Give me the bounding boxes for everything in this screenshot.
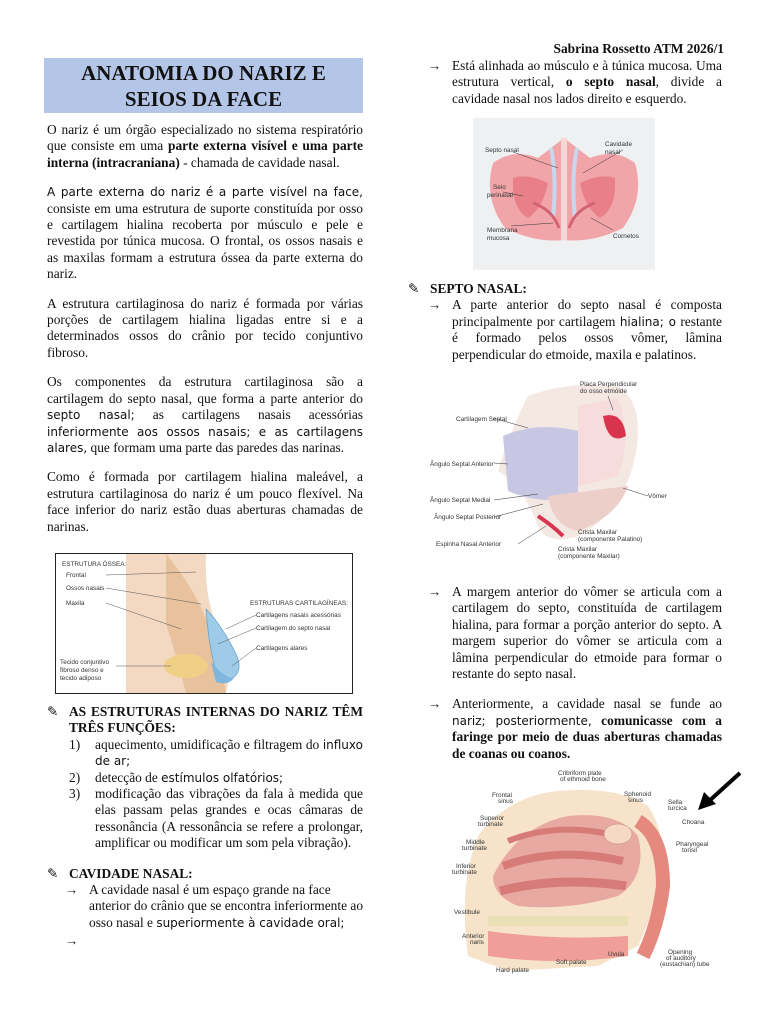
label-sella-2: turcica [668,805,687,812]
label-inferior-2: turbinate [452,869,477,876]
section-septo-nasal [408,281,722,297]
label-anterior-2: naris [470,939,484,946]
arrow-icon: → [428,297,442,313]
label-superior-1: Superior [480,815,505,822]
label-septo-nasal: Septo nasal [485,147,519,154]
label-middle-2: turbinate [462,845,487,852]
label-frontal: Frontal [66,572,86,579]
label-placa-1: Placa Perpendicular [580,381,638,388]
list-item: 1) aquecimento, umidificação e filtragem do influxo de ar; [69,736,363,769]
list-item: 2) detecção de estímulos olfatórios; [69,769,284,785]
cavity-item-1: → A cavidade nasal é um espaço grande na face anterior do crânio que se encontra inferiormente ao osso nasal e superiormente à cavidade oral; [65,882,364,930]
septum-illustration [428,376,694,568]
label-estrutura-ossea: ESTRUTURA ÓSSEA: [62,561,127,568]
left-column [47,122,363,548]
label-estruturas-cartilagineas: ESTRUTURAS CARTILAGÍNEAS: [250,600,348,607]
right-septo-section [408,281,722,363]
label-sphenoid-1: Sphenoid [624,791,652,798]
label-placa-2: do osso etmóide [580,388,627,395]
cavity-item-2 [65,933,363,949]
label-cornetos: Cornetos [613,233,639,240]
label-sphenoid-2: sinus [628,797,643,804]
label-cribriform-2: of ethmoid bone [560,776,606,783]
section-title-septo: SEPTO NASAL: [430,281,527,296]
label-tecido-2: fibroso denso e [60,667,104,674]
label-opening-2: of auditory [666,955,696,962]
label-membrana-2: mucosa [487,235,510,242]
external-nose-illustration [56,554,352,693]
label-superior-2: turbinate [478,821,503,828]
label-espinha-nasal: Espinha Nasal Anterior [436,541,502,548]
label-tecido-1: Tecido conjuntivo [60,659,110,666]
label-cavidade-2: nasal [605,149,621,156]
left-column-lower [47,704,363,950]
label-pharyngeal-2: tonsil [682,847,697,854]
figure-septum [428,376,694,568]
label-ossos-nasais: Ossos nasais [66,585,105,592]
sagittal-cavity-illustration [448,766,718,976]
coronal-cavity-illustration [473,118,655,270]
coanas-item: → Anteriormente, a cavidade nasal se funde ao nariz; posteriormente, comunicasse com a faringe por meio de duas aberturas chamadas de coanas ou coanos. [428,696,723,761]
label-angulo-medial: Ângulo Septal Medial [430,497,491,504]
label-anterior-1: Anterior [462,933,485,940]
label-angulo-anterior: Ângulo Septal Anterior [430,461,494,468]
label-choana: Choana [682,819,705,826]
label-sella-1: Sella [668,799,683,806]
title-line-1: ANATOMIA DO NARIZ E [81,61,326,85]
figure-sagittal-cavity [448,766,718,976]
pencil-icon: ✎ [408,281,420,296]
figure-external-nose [55,553,353,694]
arrow-icon: → [65,882,79,898]
section-title-functions: AS ESTRUTURAS INTERNAS DO NARIZ TÊM TRÊS FUNÇÕES: [69,704,363,736]
paragraph-flexible: Como é formada por cartilagem hialina maleável, a estrutura cartilaginosa do nariz é um pouco flexível. Na face inferior do nariz estão duas aberturas chamadas de narinas. [47,469,363,534]
arrow-icon: → [428,696,442,712]
paragraph-components: Os componentes da estrutura cartilaginosa são a cartilagem do septo nasal, que forma a parte anterior do septo nasal; as cartilagens nasais acessórias inferiormente aos ossos nasais; e as cartilagens alares, que formam uma parte das paredes das narinas. [47,374,363,455]
right-vomer: → A margem anterior do vômer se articula com a cartilagem do septo, constituída de cartilagem hialina, para formar a porção anterior do septo. A margem superior do vômer se articula com a lâmina perpendicular do etmoide para formar o restante do septo nasal. → Anteriormente, a cavidade nasal se funde ao nariz; posteriormente, comunicasse com a faringe por meio de duas aberturas chamadas de coanas ou coanos. [428,584,723,761]
label-crista-3: Crista Maxilar [558,546,598,553]
label-soft-palate: Soft palate [556,959,587,966]
functions-list [69,737,363,852]
label-membrana-1: Membrana [487,227,518,234]
paragraph-intro: O nariz é um órgão especializado no sistema respiratório que consiste em uma parte externa visível e uma parte interna (intracraniana) - chamada de cavidade nasal. [47,122,363,170]
label-middle-1: Middle [466,839,485,846]
label-uvula: Uvula [608,951,625,958]
label-inferior-1: Inferior [456,863,476,870]
pencil-icon: ✎ [47,704,59,719]
section-internal-functions [47,704,363,737]
list-item: 3) modificação das vibrações da fala à medida que elas passam pelas grandes e ocas câmaras de ressonância (A ressonância se refere a prolongar, amplificar ou modificar um som pela vibração). [69,786,363,851]
label-frontal-2: sinus [498,798,513,805]
label-crista-1: Crista Maxilar [578,529,618,536]
label-cartilagem-septal: Cartilagem Septal [456,416,507,423]
label-maxila: Maxila [66,600,85,607]
title-line-2: SEIOS DA FACE [124,87,283,111]
label-cavidade-1: Cavidade [605,141,633,148]
label-tecido-3: tecido adiposo [60,675,102,682]
arrow-icon: → [65,933,79,949]
figure-coronal-cavity [473,118,655,270]
septo-item-1: → A parte anterior do septo nasal é composta principalmente por cartilagem hialina; o restante é formado pelos ossos vômer, lâmina perpendicular do etmoide, maxila e palatinos. [428,297,722,362]
section-title-cavity: CAVIDADE NASAL: [69,865,193,881]
author-header: Sabrina Rossetto ATM 2026/1 [553,41,724,56]
paragraph-external: A parte externa do nariz é a parte visível na face, consiste em uma estrutura de suporte constituída por osso e cartilagem hialina recoberta por músculo e pele e revestida por túnica mucosa. O frontal, os ossos nasais e as maxilas formam a estrutura óssea da parte externa do nariz. [47,185,363,282]
label-frontal-1: Frontal [492,792,512,799]
label-crista-2: (componente Palatino) [578,536,643,543]
pencil-icon: ✎ [47,865,59,881]
page-title [44,58,363,113]
label-pharyngeal-1: Pharyngeal [676,841,709,848]
label-vestibule: Vestibule [454,909,480,916]
label-angulo-posterior: Ângulo Septal Posterior [434,514,502,521]
label-septo: Cartilagem do septo nasal [256,625,331,632]
label-hard-palate: Hard palate [496,967,530,974]
label-crista-4: (componente Maxilar) [558,553,620,560]
label-opening-1: Opening [668,949,693,956]
section-nasal-cavity [47,866,363,882]
label-acessorias: Cartilagens nasais acessórias [256,612,341,619]
label-seio-2: perinasal [487,192,513,199]
label-opening-3: (eustachian) tube [660,961,710,968]
right-intro: → Está alinhada ao músculo e à túnica mucosa. Uma estrutura vertical, o septo nasal, divide a cavidade nasal nos lados direito e esquerdo. [428,58,722,106]
label-vomer: Vômer [648,493,667,500]
label-alares: Cartilagens alares [256,645,308,652]
paragraph-cartilage: A estrutura cartilaginosa do nariz é formada por várias porções de cartilagem hialina ligadas entre si e a determinados ossos do crânio por tecido conjuntivo fibroso. [47,295,363,360]
label-cribriform-1: Cribriform plate [558,770,602,777]
label-seio-1: Seio [493,184,506,191]
arrow-icon: → [428,584,442,599]
arrow-icon: → [428,58,442,73]
